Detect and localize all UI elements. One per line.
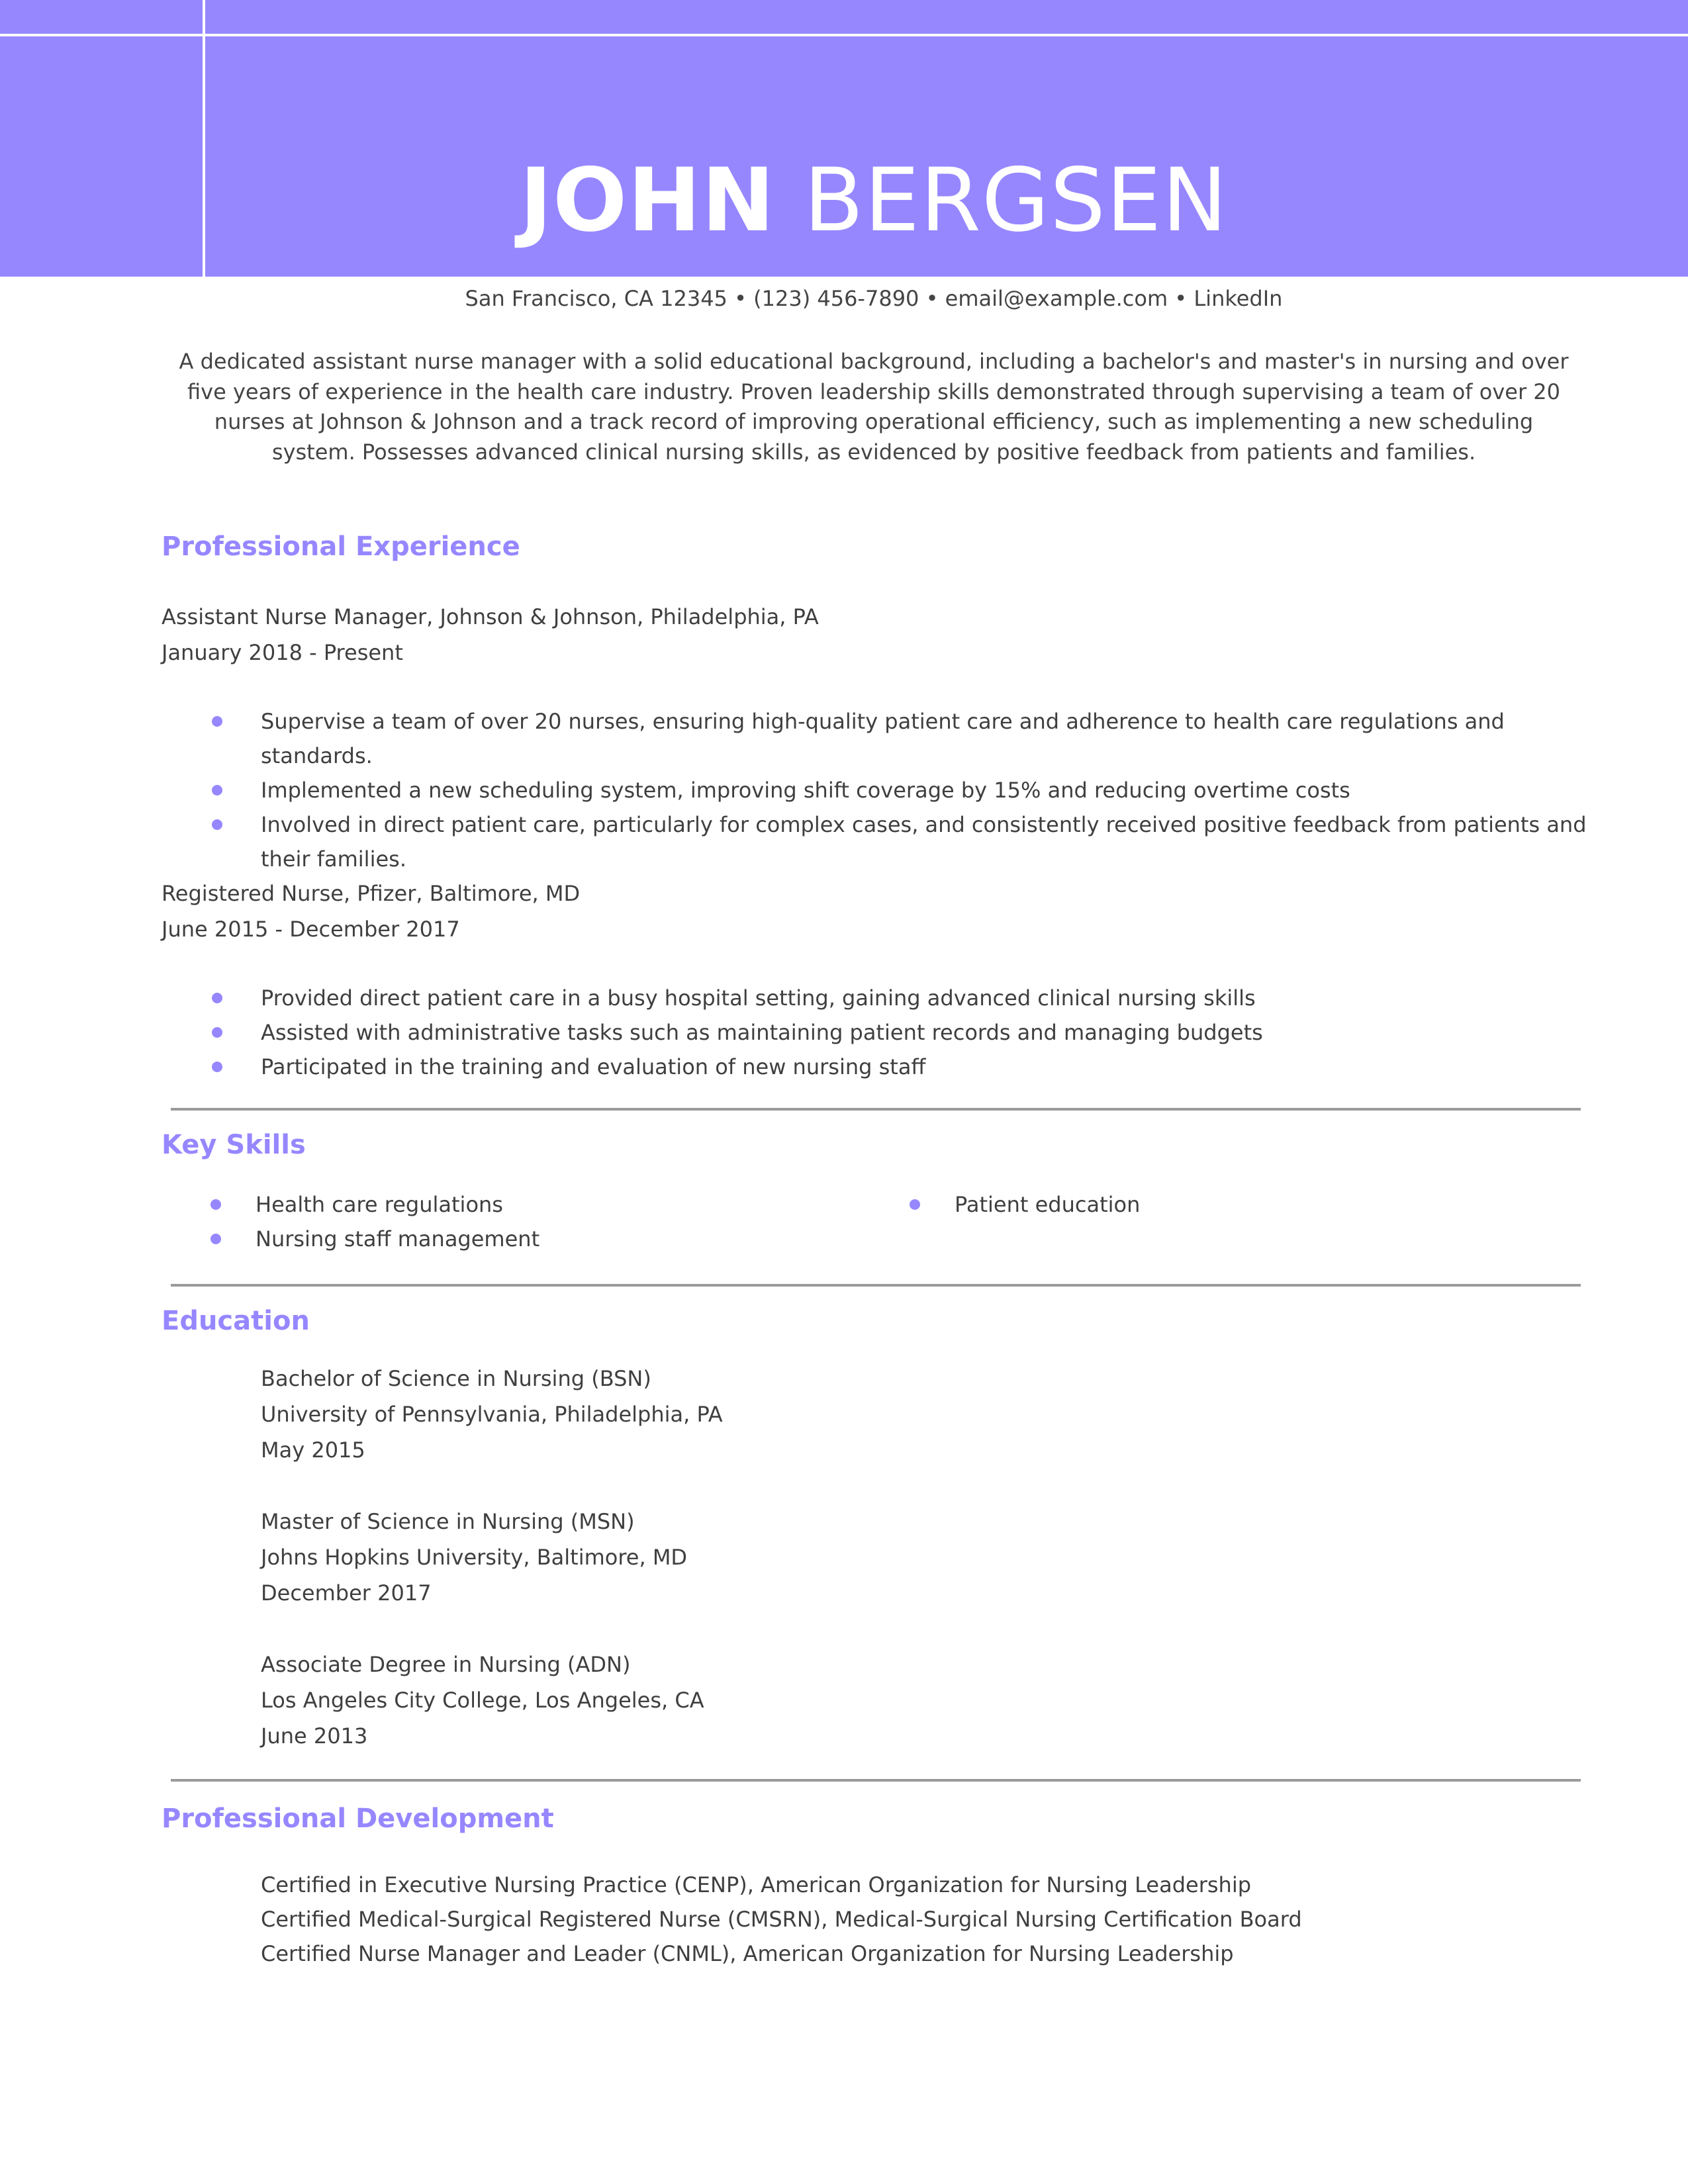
education-date: May 2015: [261, 1437, 365, 1463]
section-title-experience: Professional Experience: [162, 531, 520, 562]
bullet-dot-icon: [212, 1027, 222, 1038]
section-divider: [171, 1284, 1581, 1287]
skill-item: Nursing staff management: [211, 1222, 539, 1256]
job-bullet: Implemented a new scheduling system, improving shift coverage by 15% and reducing overtime costs: [212, 773, 1589, 807]
education-degree: Bachelor of Science in Nursing (BSN): [261, 1366, 651, 1391]
education-degree: Master of Science in Nursing (MSN): [261, 1509, 635, 1534]
skill-item: Health care regulations: [211, 1187, 539, 1222]
education-school: University of Pennsylvania, Philadelphia, PA: [261, 1402, 723, 1427]
education-school: Los Angeles City College, Los Angeles, CA: [261, 1688, 704, 1713]
skills-list-right: [910, 1187, 1140, 1222]
bullet-dot-icon: [212, 716, 222, 727]
education-school: Johns Hopkins University, Baltimore, MD: [261, 1545, 688, 1570]
section-title-education: Education: [162, 1306, 310, 1336]
job-role: Registered Nurse, Pfizer, Baltimore, MD: [162, 881, 581, 906]
certification-item: Certified in Executive Nursing Practice (CENP), American Organization for Nursing Leadership: [261, 1872, 1252, 1897]
section-divider: [171, 1779, 1581, 1782]
bullet-dot-icon: [212, 819, 222, 830]
bullet-dot-icon: [212, 785, 222, 796]
education-date: December 2017: [261, 1580, 432, 1606]
section-title-skills: Key Skills: [162, 1130, 306, 1160]
bullet-dot-icon: [212, 1062, 222, 1072]
skill-item: Patient education: [910, 1187, 1140, 1222]
candidate-name: [0, 144, 1688, 257]
first-name: JOHN: [519, 150, 776, 251]
job-dates: June 2015 - December 2017: [162, 917, 460, 942]
skills-list-left: [211, 1187, 539, 1256]
job-bullet: Supervise a team of over 20 nurses, ensuring high-quality patient care and adherence to health care regulations and standards.: [212, 704, 1589, 773]
bullet-dot-icon: [211, 1234, 221, 1244]
section-divider: [171, 1108, 1581, 1111]
certification-item: Certified Nurse Manager and Leader (CNML), American Organization for Nursing Leadership: [261, 1941, 1234, 1966]
bullet-dot-icon: [211, 1199, 221, 1210]
education-degree: Associate Degree in Nursing (ADN): [261, 1652, 631, 1677]
job-bullet-list: [212, 981, 1589, 1084]
education-date: June 2013: [261, 1723, 368, 1749]
last-name: BERGSEN: [804, 150, 1229, 251]
section-title-development: Professional Development: [162, 1803, 554, 1834]
job-bullet-list: [212, 704, 1589, 876]
header-band: [0, 0, 1688, 277]
job-bullet: Assisted with administrative tasks such as maintaining patient records and managing budgets: [212, 1015, 1589, 1050]
certification-item: Certified Medical-Surgical Registered Nurse (CMSRN), Medical-Surgical Nursing Certification Board: [261, 1907, 1302, 1932]
header-horizontal-line: [0, 34, 1688, 36]
job-role: Assistant Nurse Manager, Johnson & Johnson, Philadelphia, PA: [162, 604, 819, 629]
job-dates: January 2018 - Present: [162, 640, 403, 665]
bullet-dot-icon: [212, 993, 222, 1003]
education-entry: [261, 1504, 687, 1611]
job-bullet: Participated in the training and evaluation of new nursing staff: [212, 1050, 1589, 1084]
education-entry: [261, 1647, 704, 1754]
contact-line: San Francisco, CA 12345 • (123) 456-7890 • email@example.com • LinkedIn: [465, 286, 1283, 311]
bullet-dot-icon: [910, 1199, 920, 1210]
education-entry: [261, 1361, 723, 1468]
summary-paragraph: A dedicated assistant nurse manager with a solid educational background, including a bachelor's and master's in nursing and over five years of experience in the health care industry. Proven leadership skills demonstrated through supervising a team of over 20 nurses at Johnson & Johnson and a track record of improving operational efficiency, such as implementing a new scheduling system. Possesses advanced clinical nursing skills, as evidenced by positive feedback from patients and families.: [179, 349, 1569, 465]
job-bullet: Involved in direct patient care, particularly for complex cases, and consistently received positive feedback from patients and their families.: [212, 807, 1589, 876]
job-bullet: Provided direct patient care in a busy hospital setting, gaining advanced clinical nursing skills: [212, 981, 1589, 1015]
